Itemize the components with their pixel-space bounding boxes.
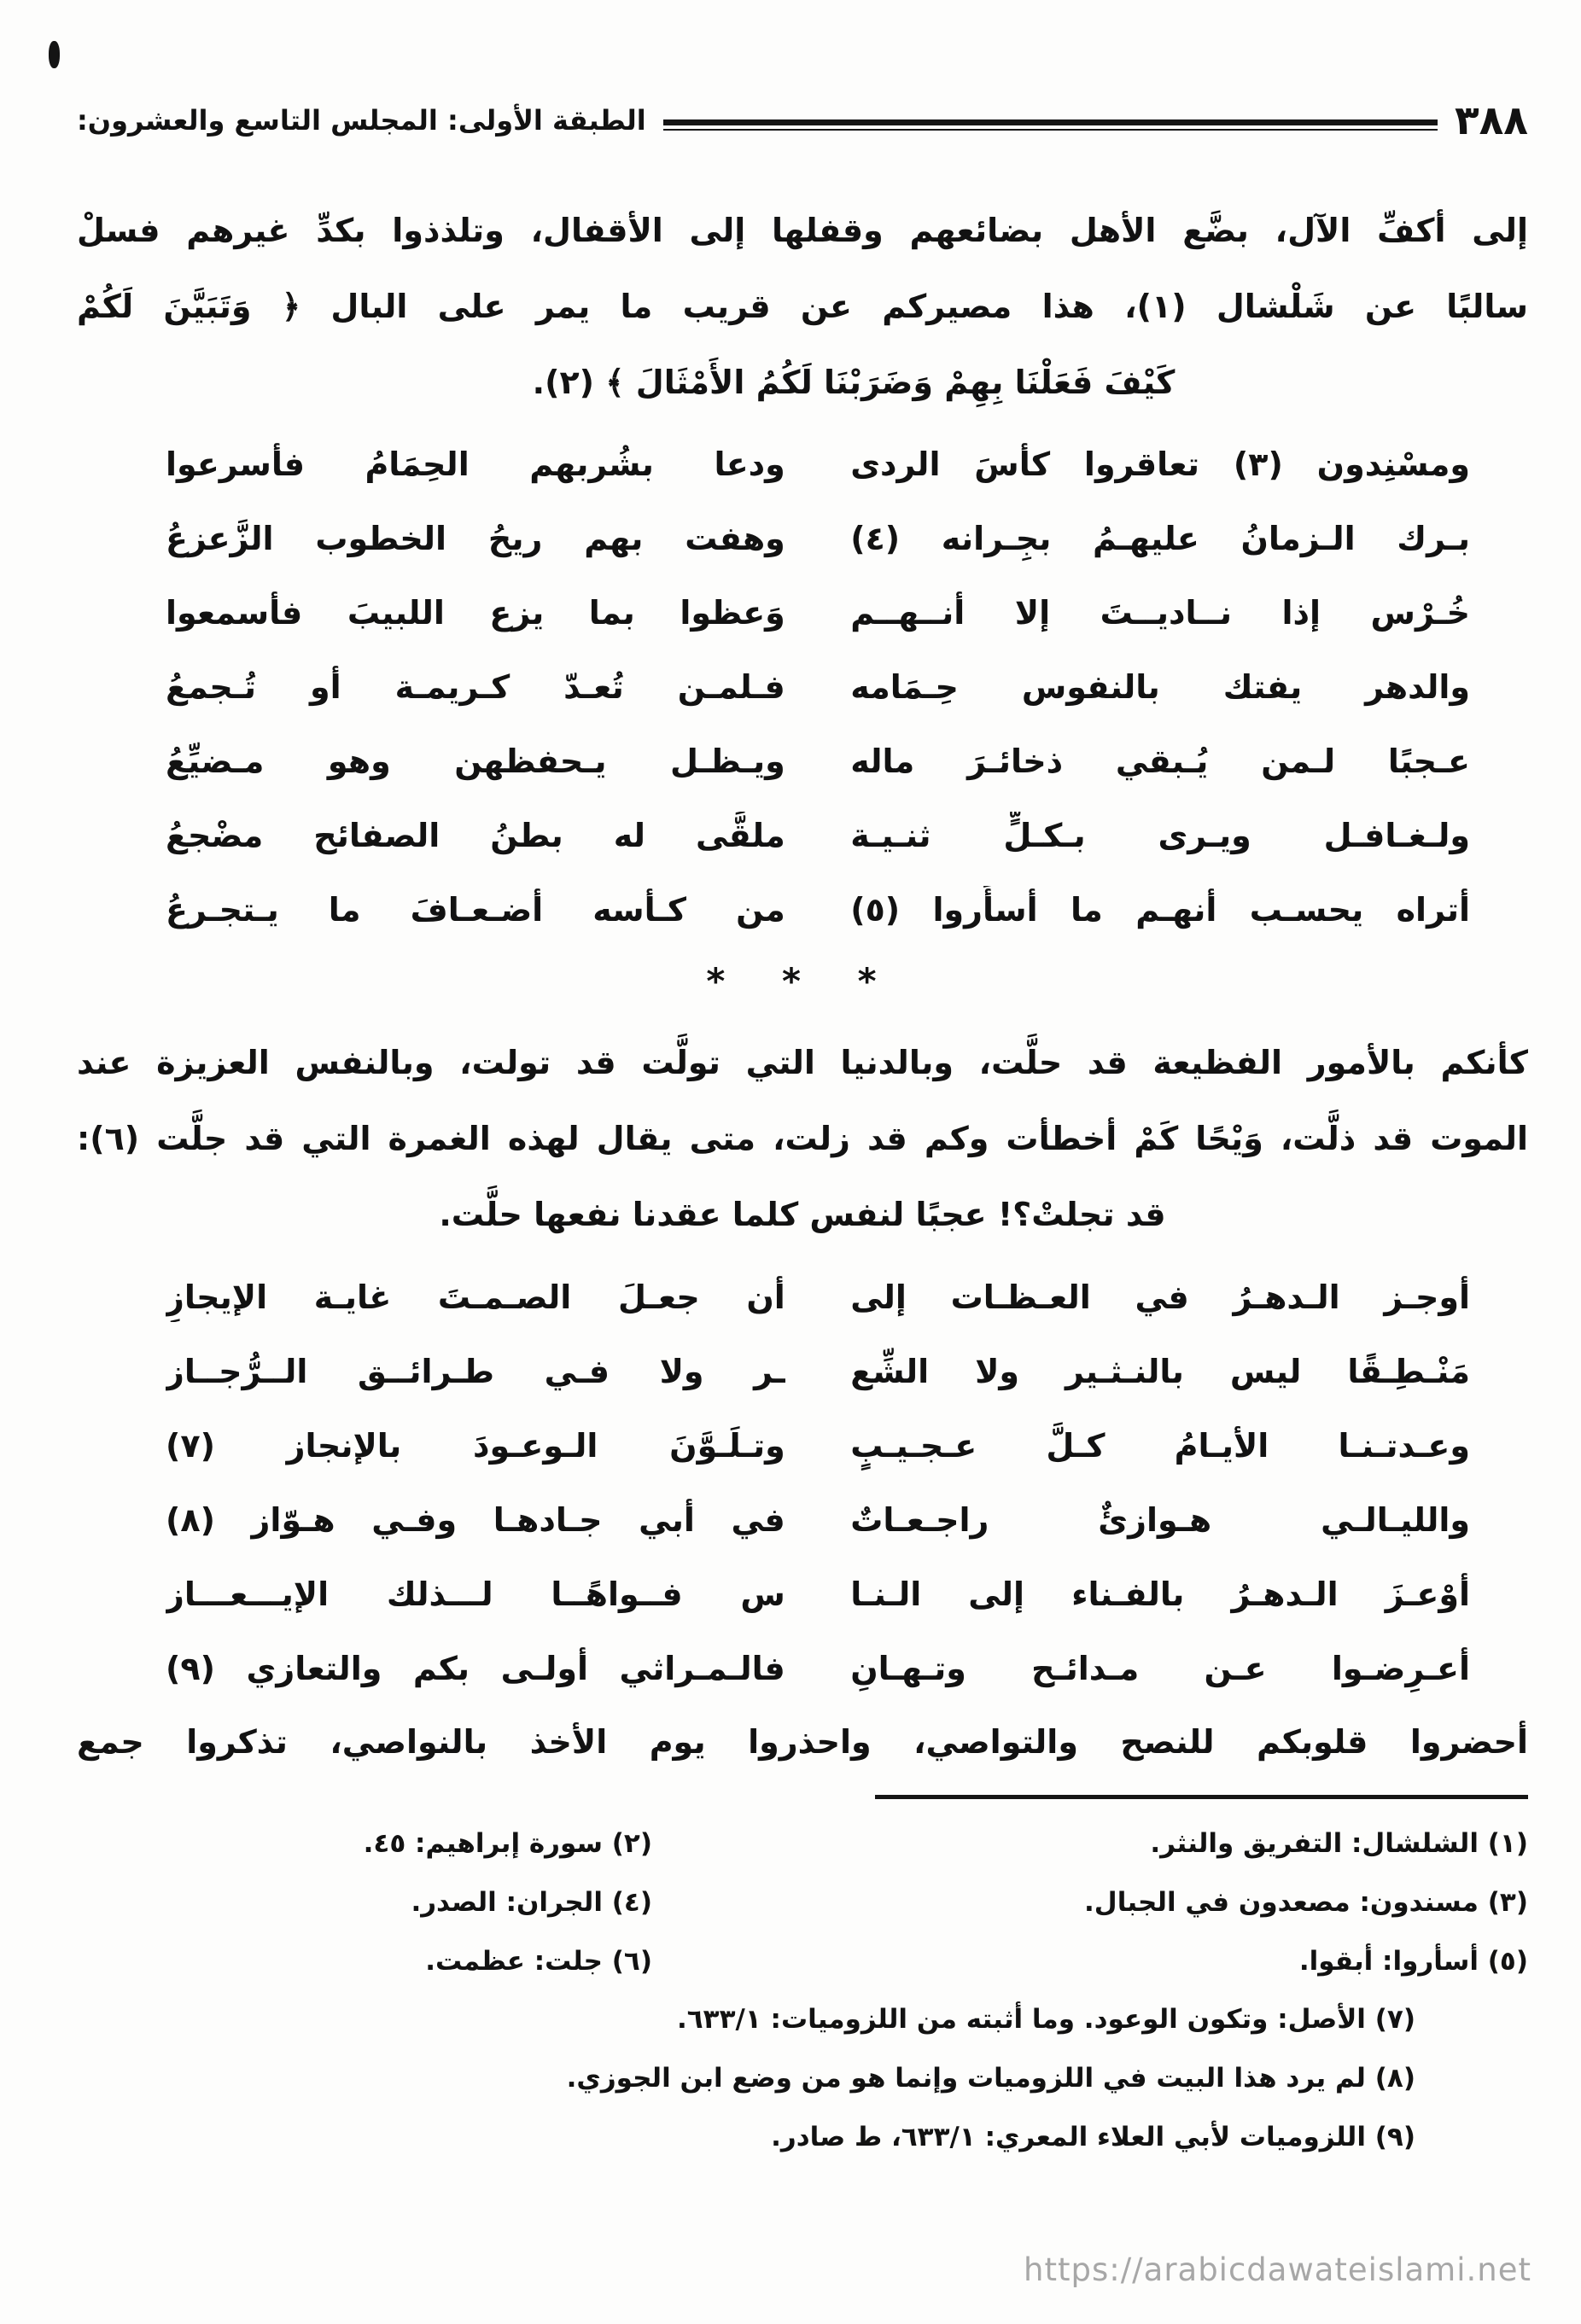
- footnote-row: [77, 1884, 1528, 1922]
- hemistich-right: والليـالـي هـوازئٌ راجـعـاتٌ: [850, 1500, 1470, 1539]
- hemistich-left: ودعا بشُربهم الحِمَامُ فأسرعوا: [166, 446, 785, 484]
- hemistich-left: في أبي جـادهـا وفـي هـوّاز (٨): [166, 1500, 785, 1539]
- hemistich-right: والدهر يفتك بالنفوس حِـمَامه: [850, 668, 1470, 707]
- verse-row: [166, 737, 1470, 786]
- verse-row: [166, 1645, 1470, 1693]
- footnote-row: [77, 1825, 1528, 1863]
- hemistich-right: وعـدتـنـا الأيـامُ كـلَّ عـجـيـبٍ: [850, 1426, 1470, 1465]
- page-number: ٣٨٨: [1454, 97, 1528, 144]
- verse-row: [166, 589, 1470, 638]
- watermark-url: https://arabicdawateislami.net: [1024, 2251, 1531, 2288]
- footnote-item: (٤) الجران: الصدر.: [411, 1886, 652, 1918]
- poem-2: [77, 1268, 1528, 1693]
- verse-row: [166, 1348, 1470, 1396]
- hemistich-right: أتراه يحسـب أنهـم ما أسأَروا (٥): [850, 891, 1470, 929]
- quran-verse-line: كَيْفَ فَعَلْنَا بِهِمْ وَضَرَبْنَا لَكُمُ الأَمْثَالَ ﴾ (٢).: [532, 364, 1176, 402]
- hemistich-left: ملقًّى له بطنُ الصفائح مضْجعُ: [166, 817, 785, 855]
- verse-row: [166, 515, 1470, 563]
- header-rule: [663, 119, 1438, 131]
- hemistich-right: ومسْنِدون (٣) تعاقروا كأسَ الردى: [850, 446, 1470, 484]
- hemistich-left: وَعظوا بما يزع اللبيبَ فأسمعوا: [166, 594, 785, 632]
- hemistich-right: أوجـز الـدهـرُ في العـظـات إلى: [850, 1278, 1470, 1316]
- footnote-item: (٩) اللزوميات لأبي العلاء المعري: ٦٣٣/١، ط صادر.: [771, 2122, 1415, 2153]
- header-title: الطبقة الأولى: المجلس التاسع والعشرون:: [77, 104, 646, 137]
- verse-row: [166, 886, 1470, 935]
- hemistich-left: س فــواهًــا لـــذلك الإيـــعـــاز: [166, 1575, 785, 1613]
- footnote-row: [77, 1942, 1528, 1981]
- hemistich-right: أعـرِضـوا عـن مـدائـح وتـهـانِ: [850, 1649, 1470, 1687]
- poem-1: [77, 435, 1528, 935]
- verse-row: [166, 812, 1470, 860]
- prose-paragraph-2: [77, 1040, 1528, 1238]
- prose-paragraph-3: أحضروا قلوبكم للنصح والتواصي، واحذروا يوم الأخذ بالنواصي، تذكروا جمع: [77, 1722, 1528, 1761]
- footnotes: [77, 1825, 1528, 2158]
- verse-row: [166, 663, 1470, 712]
- hemistich-right: بـرك الـزمانُ عليهـمُ بجِـرانه (٤): [850, 520, 1470, 558]
- verse-row: [166, 1496, 1470, 1545]
- hemistich-right: مَنْـطِـقًا ليس بالنـثـير ولا الشِّع: [850, 1352, 1470, 1390]
- page-header: [77, 97, 1528, 144]
- prose-line: سالبًا عن شَلْشال (١)، هذا مصيركم عن قريب ما يمر على البال ﴿ وَتَبَيَّنَ لَكُمْ: [77, 288, 1528, 326]
- hemistich-left: فالـمـراثي أولـى بكم والتعازي (٩): [166, 1649, 785, 1687]
- footnote-item: (٨) لم يرد هذا البيت في اللزوميات وإنما هو من وضع ابن الجوزي.: [566, 2063, 1415, 2094]
- footnote-divider: [875, 1795, 1528, 1799]
- prose-line: كأنكم بالأمور الفظيعة قد حلَّت، وبالدنيا التي تولَّت قد تولت، وبالنفس العزيزة عند: [77, 1044, 1528, 1082]
- hemistich-right: خُـرْس إذا نــاديــتَ إلا أنــهــم: [850, 594, 1470, 632]
- footnote-item: (١) الشلشال: التفريق والنثر.: [1150, 1827, 1528, 1859]
- prose-line: قد تجلتْ؟! عجبًا لنفس كلما عقدنا نفعها حلَّت.: [439, 1196, 1166, 1234]
- hemistich-right: أوْعـزَ الـدهـرُ بالفـناء إلى الـنـا: [850, 1575, 1470, 1613]
- hemistich-left: ـر ولا فـي طـرائــق الــرُّجــاز: [166, 1352, 785, 1390]
- hemistich-right: ولـغـافـل ويـرى بـكـلٍّ ثنـيـة: [850, 817, 1470, 855]
- footnote-item: (٦) جلت: عظمت.: [425, 1945, 652, 1977]
- hemistich-left: فـلمـن تُعـدّ كـريمـة أو تُـجمعُ: [166, 668, 785, 707]
- verse-row: [166, 440, 1470, 489]
- prose-line: إلى أكفِّ الآل، بضَّع الأهل بضائعهم وقفلها إلى الأقفال، وتلذذوا بكدِّ غيرهم فسلْ: [77, 212, 1528, 249]
- footnote-item: (٣) مسندون: مصعدون في الجبال.: [1084, 1886, 1528, 1918]
- scan-ink-speck: [49, 41, 60, 68]
- footnote-item: (٧) الأصل: وتكون الوعود. وما أثبته من اللزوميات: ٦٣٣/١.: [676, 2004, 1415, 2036]
- hemistich-left: من كـأسه أضـعـافَ ما يـتجـرعُ: [166, 891, 785, 929]
- prose-line: الموت قد ذلَّت، وَيْحًا كَمْ أخطأت وكم قد زلت، متى يقال لهذه الغمرة التي قد جلَّت (٦):: [77, 1120, 1528, 1158]
- asterisk-separator: * * *: [706, 960, 899, 1003]
- prose-paragraph-1: [77, 207, 1528, 406]
- hemistich-left: وتـلَـوَّنَ الـوعـودَ بالإنجاز (٧): [166, 1426, 785, 1465]
- verse-row: [166, 1570, 1470, 1619]
- hemistich-right: عـجبًا لـمن يُـبقي ذخائـرَ ماله: [850, 743, 1470, 781]
- footnote-item: (٥) أسأروا: أبقوا.: [1298, 1945, 1528, 1977]
- footnote-item: (٢) سورة إبراهيم: ٤٥.: [363, 1827, 652, 1859]
- hemistich-left: أن جعـلَ الصـمـتَ غايـة الإيجازِ: [166, 1278, 785, 1316]
- hemistich-left: وهفت بهم ريحُ الخطوب الزَّعزعُ: [166, 520, 785, 558]
- verse-row: [166, 1422, 1470, 1471]
- hemistich-left: ويـظـل يـحفظهن وهو مـضيِّعُ: [166, 743, 785, 781]
- verse-row: [166, 1273, 1470, 1322]
